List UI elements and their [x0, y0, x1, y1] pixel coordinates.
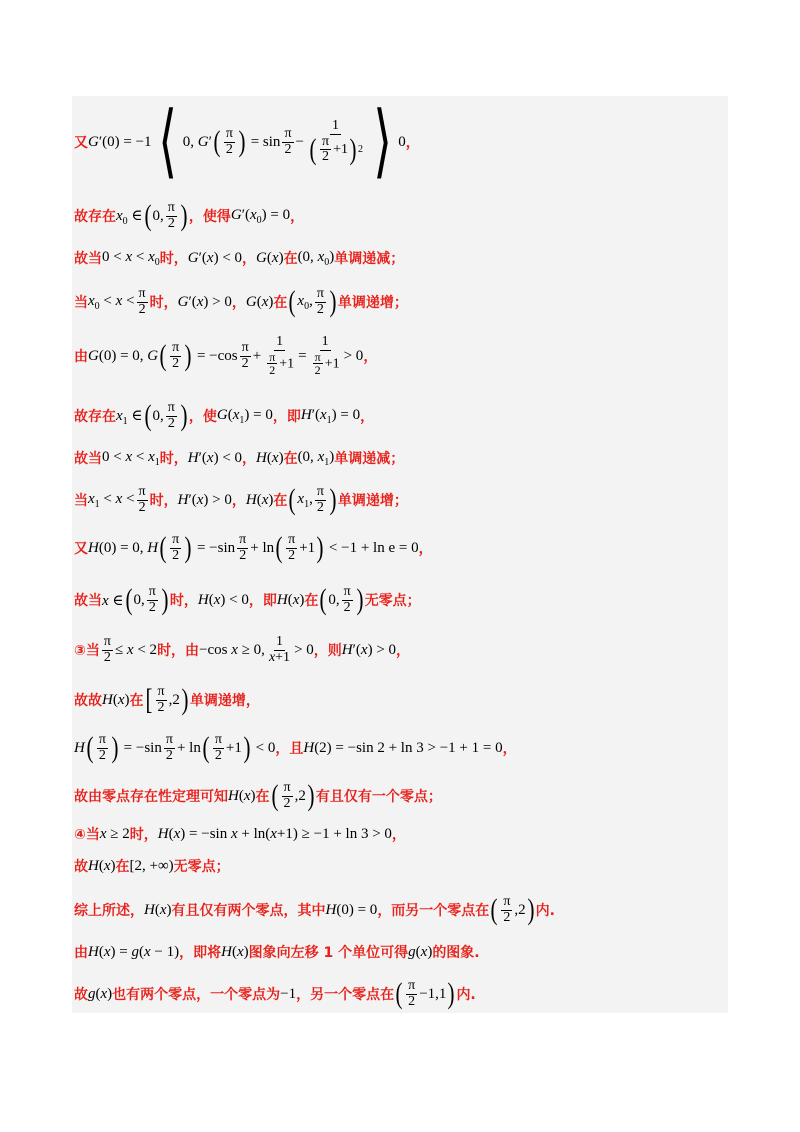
text: ， [360, 409, 375, 425]
text: ，即 [248, 593, 277, 609]
text: ③当 [74, 643, 100, 659]
text: 在 [115, 859, 130, 875]
text: ， [391, 827, 406, 843]
text: ， [363, 349, 378, 365]
line-19: 故 g(x) 也有两个零点，一个零点为 −1 ，另一个零点在 ( $\frac{\pi}{2}$ −1,1 ) 内. [74, 977, 476, 1010]
text: 故当 [74, 451, 102, 467]
text: 时， [169, 593, 198, 609]
text: 又 [74, 135, 88, 151]
line-16: 故 H(x) 在 [2, +∞) 无零点； [74, 857, 230, 875]
text: 内. [535, 903, 555, 919]
text: ，即 [272, 409, 301, 425]
line-1: 又 G′(0) = −1 ⟨ 0, G′ ( $\frac{\pi}{2}$ ) = sin $\frac{\pi}{2}$ − 1 ( $\frac{\pi}{2}$ +1 ) 2 ⟩ 0 ， [74, 98, 420, 186]
line-14: 故由零点存在性定理可知 H(x) 在 ( $\frac{\pi}{2}$ ,2 ) 有且仅有一个零点； [74, 779, 442, 812]
text: ， [242, 451, 257, 467]
text: 由 [74, 349, 88, 365]
text: 的图象. [432, 945, 480, 961]
text: ， [418, 541, 433, 557]
line-2: 故存在 $x_0$ ∈ ( 0, $\frac{\pi}{2}$ ) ，使得 $G'(x_0) = 0$ ， [74, 199, 305, 232]
text: 时， [129, 827, 158, 843]
text: 又 [74, 541, 88, 557]
text: 在 [255, 789, 270, 805]
text: 单调递增； [337, 295, 408, 311]
line-13: H ( $\frac{\pi}{2}$ ) = −sin $\frac{\pi}{2}$ + ln ( $\frac{\pi}{2}$ +1 ) < 0 ，且 H(2) = −sin 2 + ln 3 > −1 + 1 = 0 ， [74, 731, 517, 764]
line-7: 故当 $0 < x < x_1$ 时， H′(x) < 0 ， H(x) 在 (0, $x_1$) 单调递减； [74, 448, 405, 468]
text: 单调递减； [334, 251, 405, 267]
text: 有且仅有一个零点； [315, 789, 442, 805]
text: 时， [159, 251, 188, 267]
text: 在 [283, 251, 298, 267]
line-6: 故存在 $x_1$ ∈ ( 0, $\frac{\pi}{2}$ ) ，使 $G(x_1) = 0$ ，即 $H'(x_1) = 0$ ， [74, 399, 375, 432]
line-3: 故当 $0 < x < x_0$ 时， G′(x) < 0 ， G(x) 在 (0, $x_0$) 单调递减； [74, 248, 405, 268]
text: 在 [273, 493, 288, 509]
text: 故存在 [74, 409, 116, 425]
text: ，则 [313, 643, 342, 659]
text: ， [502, 741, 517, 757]
line-18: 由 H(x) = g(x − 1) ，即将 H(x) 图象向左移 1 个单位可得 g(x) 的图象. [74, 943, 480, 961]
text: ④当 [74, 827, 100, 843]
text: 单调递增； [337, 493, 408, 509]
line-11: ③当 $\frac{\pi}{2}$ ≤ x < 2 时，由 −cos x ≥ 0, $\frac{1}{x+1}$ > 0 ，则 H′(x) > 0 ， [74, 633, 411, 665]
text: 故当 [74, 251, 102, 267]
text: 故由零点存在性定理可知 [74, 789, 228, 805]
text: 故存在 [74, 209, 116, 225]
text: 有且仅有两个零点，其中 [171, 903, 326, 919]
text: 在 [304, 593, 319, 609]
text: 故故 [74, 693, 102, 709]
text: 综上所述， [74, 903, 144, 919]
line-4: 当 $x_0 < x$ < $\frac{\pi}{2}$ 时， G′(x) > 0 ， G(x) 在 ( $x_0$, $\frac{\pi}{2}$ ) 单调递增； [74, 285, 408, 318]
text: ， [290, 209, 305, 225]
text: 在 [273, 295, 288, 311]
text: 时， [149, 493, 178, 509]
text: ，使 [188, 409, 217, 425]
text: ，即将 [179, 945, 222, 961]
line-8: 当 $x_1 < x$ < $\frac{\pi}{2}$ 时， H′(x) > 0 ， H(x) 在 ( $x_1$, $\frac{\pi}{2}$ ) 单调递增； [74, 483, 408, 516]
text: 在 [129, 693, 144, 709]
text: ， [231, 295, 246, 311]
angle-bracket-left: ⟨ [157, 98, 177, 186]
text: ， [405, 135, 420, 151]
line-17: 综上所述， H(x) 有且仅有两个零点，其中 H(0) = 0 ，而另一个零点在 ( $\frac{\pi}{2}$ ,2 ) 内. [74, 893, 555, 926]
text: 无零点； [364, 593, 421, 609]
text: 故 [74, 987, 88, 1003]
text: 在 [283, 451, 298, 467]
text: ， [231, 493, 246, 509]
text: ，而另一个零点在 [377, 903, 490, 919]
text: ，使得 [188, 209, 231, 225]
line-10: 故当 x ∈ ( 0, $\frac{\pi}{2}$ ) 时， H(x) < 0 ，即 H(x) 在 ( 0, $\frac{\pi}{2}$ ) 无零点； [74, 583, 421, 616]
text: 单调递增， [189, 693, 260, 709]
text: 故 [74, 859, 88, 875]
text: 故当 [74, 593, 102, 609]
text: ， [242, 251, 257, 267]
text: 也有两个零点，一个零点为 [112, 987, 281, 1003]
line-9: 又 H(0) = 0, H ( $\frac{\pi}{2}$ ) = −sin $\frac{\pi}{2}$ + ln ( $\frac{\pi}{2}$ +1 ) < −1 + ln e = 0 ， [74, 531, 433, 564]
text: 单调递减； [334, 451, 405, 467]
line-15: ④当 x ≥ 2 时， H(x) = −sin x + ln(x+1) ≥ −1 + ln 3 > 0 ， [74, 825, 406, 843]
angle-bracket-right: ⟩ [373, 98, 392, 186]
text: 时， [149, 295, 178, 311]
text: 无零点； [173, 859, 230, 875]
line-5: 由 G(0) = 0, G ( $\frac{\pi}{2}$ ) = −cos $\frac{\pi}{2}$ + 1 $\frac{\pi}{2}$ +1 = 1 $\frac{\pi}{2}$ +1 > 0 ， [74, 334, 378, 378]
line-12: 故故 H(x) 在 [ $\frac{\pi}{2}$ ,2 ) 单调递增， [74, 683, 260, 716]
text: 当 [74, 493, 88, 509]
text: 图象向左移 1 个单位可得 [248, 945, 409, 961]
text: 时， [159, 451, 188, 467]
text: 内. [456, 987, 476, 1003]
text: 当 [74, 295, 88, 311]
text: ， [396, 643, 411, 659]
text: 时，由 [157, 643, 200, 659]
text: 由 [74, 945, 88, 961]
text: ，且 [275, 741, 304, 757]
text: ，另一个零点在 [296, 987, 395, 1003]
